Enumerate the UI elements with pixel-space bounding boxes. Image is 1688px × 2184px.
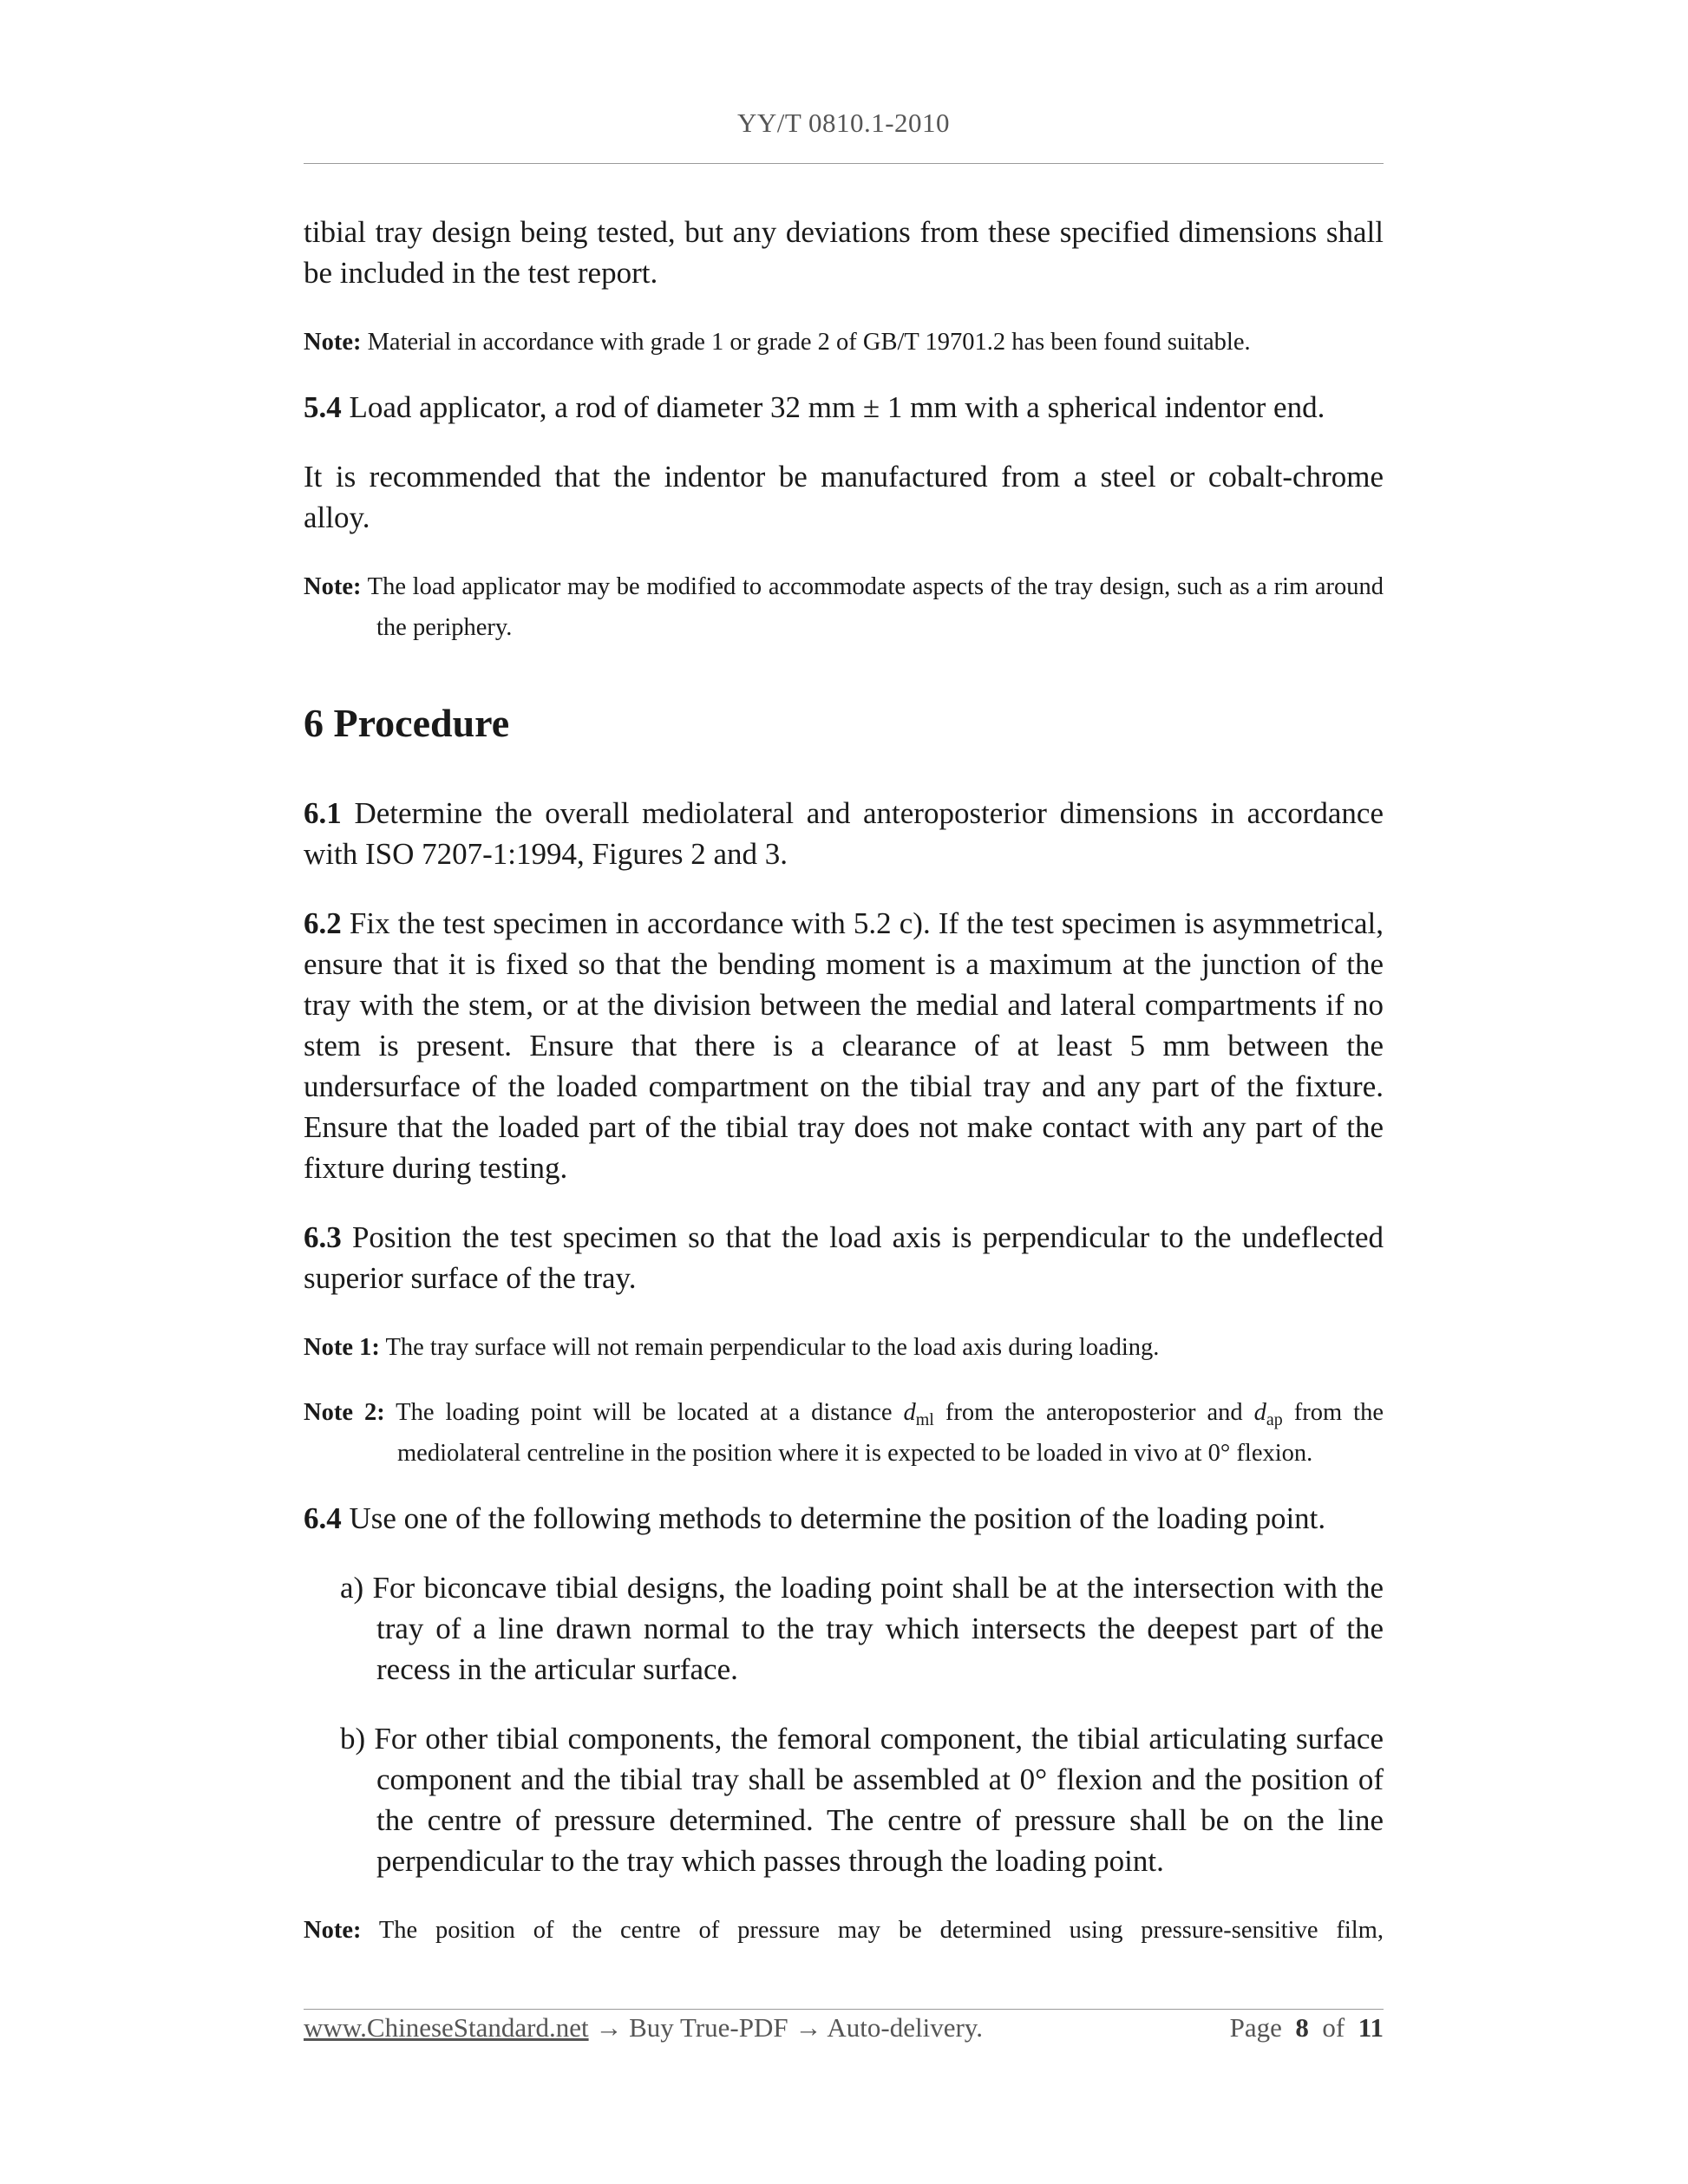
- clause-6-2: [304, 903, 1384, 1188]
- section-heading-procedure: 6 Procedure: [304, 701, 510, 745]
- clause-text: Position the test specimen so that the load axis is perpendicular to the undeflected superior surface of the tray.: [304, 1220, 1384, 1295]
- note-text-part: from the anteroposterior and: [933, 1399, 1254, 1426]
- clause-text: Load applicator, a rod of diameter 32 mm ± 1 mm with a spherical indentor end.: [349, 390, 1325, 424]
- clause-6-1: [304, 793, 1384, 874]
- auto-delivery-text: Auto-delivery.: [827, 2012, 984, 2043]
- list-marker: b): [340, 1722, 366, 1756]
- buy-pdf-text: Buy True-PDF: [629, 2012, 788, 2043]
- note-text: The position of the centre of pressure may be determined using pressure-sensitive film,: [378, 1917, 1384, 1944]
- note-1: [304, 1327, 1384, 1368]
- note-label: Note 1:: [304, 1334, 380, 1361]
- note-label: Note:: [304, 1917, 362, 1944]
- footer-rule: [304, 2009, 1384, 2010]
- note-text-part: The loading point will be located at a distance: [396, 1399, 904, 1426]
- clause-text: Fix the test specimen in accordance with 5.2 c). If the test specimen is asymmetrical, ensure that it is fixed so that the bending moment is a maximum at the junction of the tray with the stem, or at the division between the medial and lateral compartments if no stem is present. Ensure that there is a clearance of at least 5 mm between the undersurface of the loaded compartment on the tibial tray and any part of the fixture. Ensure that the loaded part of the tibial tray does not make contact with any part of the fixture during testing.: [304, 906, 1384, 1185]
- of-word: of: [1322, 2012, 1345, 2043]
- note-2: [304, 1392, 1384, 1474]
- note-applicator: [304, 566, 1384, 648]
- clause-5-4: [304, 387, 1384, 428]
- clause-number: 5.4: [304, 390, 342, 424]
- paragraph-continued: tibial tray design being tested, but any deviations from these specified dimensions shall be included in the test report.: [304, 215, 1384, 290]
- note-text: Material in accordance with grade 1 or grade 2 of GB/T 19701.2 has been found suitable.: [367, 329, 1251, 356]
- list-marker: a): [340, 1571, 364, 1605]
- clause-text: Use one of the following methods to determine the position of the loading point.: [349, 1501, 1326, 1535]
- clause-6-4: [304, 1498, 1384, 1539]
- clause-text: Determine the overall mediolateral and anteroposterior dimensions in accordance with ISO 7207-1:1994, Figures 2 and 3.: [304, 796, 1384, 871]
- subscript-ap: ap: [1266, 1410, 1283, 1429]
- paragraph-indentor: It is recommended that the indentor be manufactured from a steel or cobalt-chrome alloy.: [304, 460, 1384, 534]
- clause-number: 6.1: [304, 796, 342, 830]
- subscript-ml: ml: [915, 1410, 934, 1429]
- list-item-a: [304, 1567, 1384, 1690]
- note-text: The load applicator may be modified to accommodate aspects of the tray design, such as a rim around the periphery.: [367, 573, 1384, 641]
- note-label: Note:: [304, 573, 362, 600]
- note-text: The tray surface will not remain perpendicular to the load axis during loading.: [385, 1334, 1160, 1361]
- page-total: 11: [1358, 2012, 1384, 2043]
- clause-number: 6.4: [304, 1501, 342, 1535]
- list-item-b: [304, 1718, 1384, 1881]
- arrow-right-icon: →: [795, 2012, 822, 2043]
- note-material: [304, 322, 1384, 363]
- header-doc-id: YY/T 0810.1-2010: [736, 108, 951, 138]
- list-item-text: For biconcave tibial designs, the loading point shall be at the intersection with the tray of a line drawn normal to the tray which intersects the deepest part of the recess in the articular surface.: [372, 1571, 1384, 1686]
- page-indicator: [1230, 2012, 1384, 2043]
- note-label: Note 2:: [304, 1399, 385, 1426]
- clause-number: 6.3: [304, 1220, 342, 1254]
- note-label: Note:: [304, 329, 362, 356]
- footer: [304, 2012, 1384, 2050]
- header-rule: [304, 163, 1384, 164]
- variable-d: d: [1253, 1399, 1266, 1426]
- note-text-part: from the mediolateral centreline in the position where it is expected to be loaded in vivo at 0° flexion.: [397, 1399, 1384, 1467]
- page-number: 8: [1295, 2012, 1309, 2043]
- document-body: [304, 212, 1384, 1975]
- clause-6-3: [304, 1217, 1384, 1298]
- page-word: Page: [1229, 2012, 1282, 2043]
- footer-promo: [304, 2012, 983, 2043]
- list-item-text: For other tibial components, the femoral component, the tibial articulating surface component and the tibial tray shall be assembled at 0° flexion and the position of the centre of pressure determined. The centre of pressure shall be on the line perpendicular to the tray which passes through the loading point.: [374, 1722, 1384, 1878]
- arrow-right-icon: →: [595, 2012, 623, 2043]
- note-pressure: [304, 1910, 1384, 1951]
- clause-number: 6.2: [304, 906, 342, 940]
- site-link[interactable]: www.ChineseStandard.net: [304, 2012, 589, 2043]
- variable-d: d: [903, 1399, 916, 1426]
